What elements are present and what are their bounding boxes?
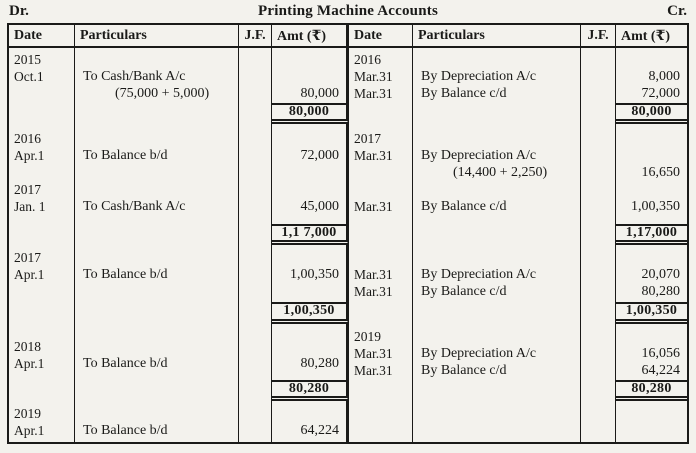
entry-amount: [616, 181, 687, 198]
cr-date-cell: [349, 324, 413, 380]
dr-date-cell: [9, 124, 75, 224]
dr-jf-cell: [239, 103, 272, 124]
entry-particulars: By Balance c/d: [421, 363, 507, 378]
entry-particulars: [75, 249, 238, 266]
cr-date-cell: [349, 401, 413, 442]
entry-particulars: [75, 181, 238, 198]
column-header-date-cr: Date: [349, 25, 413, 48]
entry-particulars: To Balance b/d: [83, 267, 168, 282]
entry-amount: [272, 249, 346, 266]
dr-date-cell: [9, 224, 75, 245]
entry-amount: 72,000: [300, 148, 339, 163]
entry-particulars: By Balance c/d: [421, 284, 507, 299]
dr-amount-cell: [272, 324, 349, 380]
entry-particulars: [75, 338, 238, 355]
entry-particulars: [413, 181, 580, 198]
entry-date: 2016: [354, 52, 381, 67]
cr-jf-cell: [581, 401, 616, 442]
dr-amount-cell: [272, 245, 349, 302]
entry-date: Mar.31: [354, 69, 393, 84]
entry-date: Mar.31: [354, 284, 393, 299]
cr-particulars-cell: [413, 245, 581, 302]
entry-particulars: [75, 164, 238, 181]
entry-date: Oct.1: [14, 69, 44, 84]
entry-particulars: (14,400 + 2,250): [453, 165, 548, 180]
cr-jf-cell: [581, 245, 616, 302]
column-header-amount-dr: Amt (₹): [272, 25, 349, 48]
entry-amount: 16,056: [641, 346, 680, 361]
entry-date: 2017: [14, 250, 41, 265]
entry-amount: [272, 338, 346, 355]
dr-date-cell: [9, 103, 75, 124]
cr-particulars-cell: [413, 324, 581, 380]
cr-amount-cell: [616, 401, 687, 442]
cr-date-cell: [349, 245, 413, 302]
entry-amount: 72,000: [641, 86, 680, 101]
entry-particulars: [75, 130, 238, 147]
entry-date: 2019: [354, 329, 381, 344]
entry-particulars: By Balance c/d: [421, 86, 507, 101]
entry-amount: [616, 51, 687, 68]
cr-date-cell: [349, 48, 413, 103]
entry-amount: [616, 130, 687, 147]
column-header-jf-dr: J.F.: [239, 25, 272, 48]
dr-particulars-cell: [75, 103, 239, 124]
cr-jf-cell: [581, 380, 616, 401]
dr-total-amount: 1,1 7,000: [272, 224, 349, 245]
cr-total-amount: 1,17,000: [616, 224, 687, 245]
entry-date: 2017: [354, 131, 381, 146]
entry-amount: [272, 51, 346, 68]
cr-jf-cell: [581, 103, 616, 124]
column-header-date-dr: Date: [9, 25, 75, 48]
dr-amount-cell: [272, 401, 349, 442]
cr-jf-cell: [581, 48, 616, 103]
dr-jf-cell: [239, 124, 272, 224]
entry-particulars: By Balance c/d: [421, 199, 507, 214]
column-header-particulars-dr: Particulars: [75, 25, 239, 48]
cr-particulars-cell: [413, 103, 581, 124]
dr-amount-cell: [272, 124, 349, 224]
entry-particulars: [75, 405, 238, 422]
entry-particulars: To Balance b/d: [83, 356, 168, 371]
entry-amount: 80,000: [300, 86, 339, 101]
cr-particulars-cell: [413, 302, 581, 324]
entry-date: 2017: [14, 182, 41, 197]
entry-date: Mar.31: [354, 267, 393, 282]
entry-particulars: To Balance b/d: [83, 148, 168, 163]
entry-amount: 80,280: [641, 284, 680, 299]
account-title: Printing Machine Accounts: [258, 3, 438, 19]
dr-particulars-cell: [75, 124, 239, 224]
entry-particulars: [413, 328, 580, 345]
entry-amount: 1,00,350: [631, 199, 680, 214]
cr-particulars-cell: [413, 48, 581, 103]
dr-date-cell: [9, 324, 75, 380]
dr-jf-cell: [239, 380, 272, 401]
cr-amount-cell: [616, 48, 687, 103]
dr-label: Dr.: [9, 3, 29, 19]
cr-particulars-cell: [413, 380, 581, 401]
entry-date: Mar.31: [354, 86, 393, 101]
cr-jf-cell: [581, 124, 616, 224]
dr-jf-cell: [239, 401, 272, 442]
dr-particulars-cell: [75, 324, 239, 380]
dr-jf-cell: [239, 48, 272, 103]
entry-amount: 1,00,350: [290, 267, 339, 282]
entry-particulars: To Cash/Bank A/c: [83, 69, 186, 84]
cr-amount-cell: [616, 324, 687, 380]
entry-date: 2015: [14, 52, 41, 67]
entry-amount: 64,224: [300, 423, 339, 438]
entry-amount: [616, 328, 687, 345]
entry-date: Apr.1: [14, 356, 45, 371]
entry-date: [349, 181, 412, 198]
dr-total-amount: 80,000: [272, 103, 349, 124]
entry-particulars: By Depreciation A/c: [421, 267, 537, 282]
entry-particulars: By Depreciation A/c: [421, 69, 537, 84]
entry-amount: [272, 181, 346, 198]
column-header-jf-cr: J.F.: [581, 25, 616, 48]
entry-date: 2018: [14, 339, 41, 354]
dr-jf-cell: [239, 245, 272, 302]
dr-date-cell: [9, 302, 75, 324]
dr-particulars-cell: [75, 302, 239, 324]
cr-amount-cell: [616, 245, 687, 302]
cr-date-cell: [349, 380, 413, 401]
cr-jf-cell: [581, 224, 616, 245]
entry-particulars: To Cash/Bank A/c: [83, 199, 186, 214]
entry-date: Jan. 1: [14, 199, 46, 214]
entry-amount: [272, 130, 346, 147]
entry-amount: [616, 147, 687, 164]
entry-amount: 45,000: [300, 199, 339, 214]
entry-particulars: To Balance b/d: [83, 423, 168, 438]
cr-date-cell: [349, 302, 413, 324]
cr-date-cell: [349, 124, 413, 224]
dr-particulars-cell: [75, 48, 239, 103]
entry-amount: 80,280: [300, 356, 339, 371]
cr-label: Cr.: [667, 3, 687, 19]
dr-jf-cell: [239, 302, 272, 324]
entry-amount: 16,650: [641, 165, 680, 180]
cr-total-amount: 1,00,350: [616, 302, 687, 324]
dr-particulars-cell: [75, 224, 239, 245]
ledger-table: [7, 23, 689, 444]
dr-particulars-cell: [75, 380, 239, 401]
entry-date: [9, 85, 74, 102]
entry-amount: 8,000: [648, 69, 680, 84]
entry-particulars: By Depreciation A/c: [421, 148, 537, 163]
cr-date-cell: [349, 103, 413, 124]
cr-total-amount: 80,280: [616, 380, 687, 401]
ledger-caption: [7, 3, 689, 23]
cr-particulars-cell: [413, 124, 581, 224]
entry-amount: [272, 164, 346, 181]
entry-amount: [272, 405, 346, 422]
entry-particulars: (75,000 + 5,000): [115, 86, 210, 101]
entry-amount: [272, 68, 346, 85]
entry-date: Mar.31: [354, 346, 393, 361]
cr-jf-cell: [581, 302, 616, 324]
entry-date: [349, 164, 412, 181]
entry-particulars: [413, 51, 580, 68]
cr-jf-cell: [581, 324, 616, 380]
cr-total-amount: 80,000: [616, 103, 687, 124]
cr-particulars-cell: [413, 224, 581, 245]
dr-date-cell: [9, 245, 75, 302]
column-header-amount-cr: Amt (₹): [616, 25, 687, 48]
entry-date: Mar.31: [354, 363, 393, 378]
cr-particulars-cell: [413, 401, 581, 442]
cr-date-cell: [349, 224, 413, 245]
dr-particulars-cell: [75, 401, 239, 442]
dr-total-amount: 80,280: [272, 380, 349, 401]
dr-jf-cell: [239, 224, 272, 245]
entry-date: [9, 164, 74, 181]
entry-particulars: By Depreciation A/c: [421, 346, 537, 361]
dr-date-cell: [9, 380, 75, 401]
entry-particulars: [413, 130, 580, 147]
entry-particulars: [75, 51, 238, 68]
entry-date: 2016: [14, 131, 41, 146]
dr-date-cell: [9, 401, 75, 442]
dr-date-cell: [9, 48, 75, 103]
entry-date: Apr.1: [14, 267, 45, 282]
entry-date: 2019: [14, 406, 41, 421]
dr-jf-cell: [239, 324, 272, 380]
dr-total-amount: 1,00,350: [272, 302, 349, 324]
entry-amount: 20,070: [641, 267, 680, 282]
entry-date: Apr.1: [14, 423, 45, 438]
entry-date: Apr.1: [14, 148, 45, 163]
entry-amount: 64,224: [641, 363, 680, 378]
dr-particulars-cell: [75, 245, 239, 302]
column-header-particulars-cr: Particulars: [413, 25, 581, 48]
entry-date: Mar.31: [354, 199, 393, 214]
dr-amount-cell: [272, 48, 349, 103]
cr-amount-cell: [616, 124, 687, 224]
entry-date: Mar.31: [354, 148, 393, 163]
